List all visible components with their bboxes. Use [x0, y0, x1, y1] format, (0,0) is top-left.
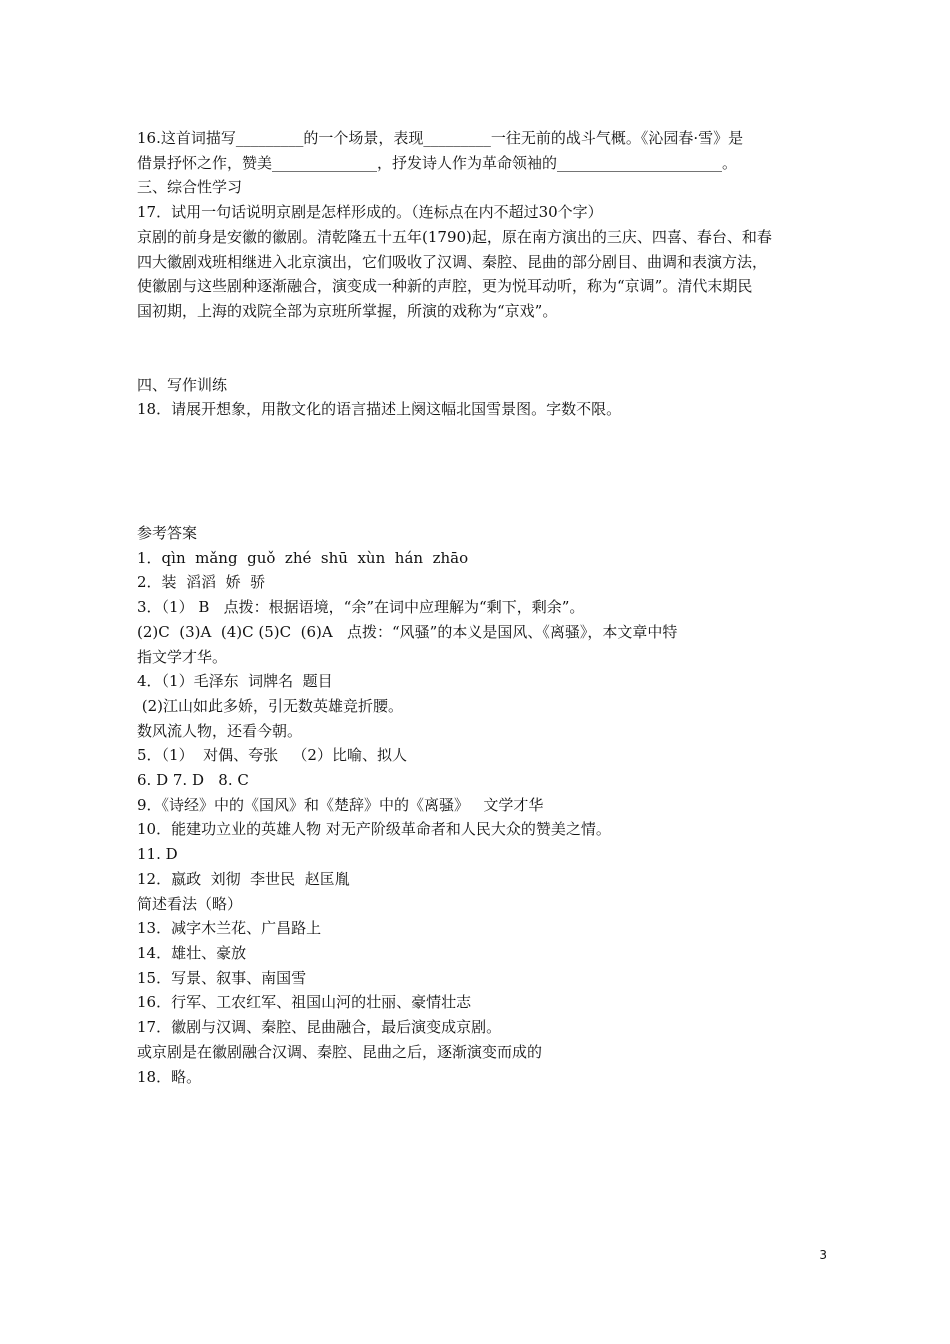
question-16-line-2: 借景抒怀之作，赞美______________，抒发诗人作为革命领袖的______________________。 — [137, 153, 738, 172]
answer-line: (2)江山如此多娇，引无数英雄竞折腰。 — [137, 696, 404, 715]
passage-line: 京剧的前身是安徽的徽剧。清乾隆五十五年(1790)起，原在南方演出的三庆、四喜、春台、和春 — [137, 227, 772, 246]
answers-heading: 参考答案 — [137, 524, 198, 543]
question-17: 17．试用一句话说明京剧是怎样形成的。（连标点在内不超过30个字） — [137, 203, 603, 222]
answer-line: 简述看法（略） — [137, 894, 243, 913]
passage-line: 使徽剧与这些剧种逐渐融合，演变成一种新的声腔，更为悦耳动听，称为“京调”。清代末期民 — [137, 277, 753, 296]
answer-line: 13．减字木兰花、广昌路上 — [137, 919, 322, 938]
answer-line: 10．能建功立业的英雄人物 对无产阶级革命者和人民大众的赞美之情。 — [137, 820, 611, 839]
answer-line: 2．装 滔滔 娇 骄 — [137, 573, 266, 592]
answer-line: 5．（1） 对偶、夸张 （2）比喻、拟人 — [137, 746, 407, 765]
answer-line: 11. D — [137, 845, 178, 864]
passage-line: 四大徽剧戏班相继进入北京演出，它们吸收了汉调、秦腔、昆曲的部分剧目、曲调和表演方法， — [137, 252, 768, 271]
passage-line: 国初期，上海的戏院全部为京班所掌握，所演的戏称为“京戏”。 — [137, 301, 558, 320]
answer-line: 3．（1） B 点拨：根据语境，“余”在词中应理解为“剩下，剩余”。 — [137, 598, 585, 617]
answer-line: 数风流人物，还看今朝。 — [137, 721, 303, 740]
question-18: 18．请展开想象，用散文化的语言描述上阕这幅北国雪景图。字数不限。 — [137, 400, 622, 419]
section-3-heading: 三、综合性学习 — [137, 178, 243, 197]
page-number: 3 — [819, 1248, 827, 1262]
answer-line: 6. D 7. D 8. C — [137, 771, 249, 790]
answer-line: 17．徽剧与汉调、秦腔、昆曲融合，最后演变成京剧。 — [137, 1018, 502, 1037]
answer-line: 18．略。 — [137, 1067, 202, 1086]
answer-line: (2)C (3)A (4)C (5)C (6)A 点拨：“风骚”的本义是国风、《离骚》，本文章中特 — [137, 622, 678, 641]
answer-list — [137, 546, 827, 1089]
beijing-opera-passage — [137, 225, 827, 324]
answer-line: 14．雄壮、豪放 — [137, 943, 247, 962]
answer-line: 指文学才华。 — [137, 647, 228, 666]
document-page — [137, 126, 827, 1089]
blank-space — [137, 324, 827, 373]
answer-line: 15．写景、叙事、南国雪 — [137, 968, 307, 987]
answer-line: 4．（1）毛泽东 词牌名 题目 — [137, 672, 333, 691]
section-4-heading: 四、写作训练 — [137, 375, 228, 394]
question-16-line-1: 16.这首词描写_________的一个场景，表现_________一往无前的战斗气概。《沁园春·雪》是 — [137, 129, 744, 147]
answer-line: 9．《诗经》中的《国风》和《楚辞》中的《离骚》 文学才华 — [137, 795, 544, 814]
answer-line: 1．qìn mǎng guǒ zhé shū xùn hán zhāo — [137, 548, 469, 567]
answer-line: 16．行军、工农红军、祖国山河的壮丽、豪情壮志 — [137, 993, 472, 1012]
answer-line: 12．嬴政 刘彻 李世民 赵匡胤 — [137, 869, 350, 888]
blank-space — [137, 422, 827, 521]
answer-line: 或京剧是在徽剧融合汉调、秦腔、昆曲之后，逐渐演变而成的 — [137, 1042, 543, 1061]
